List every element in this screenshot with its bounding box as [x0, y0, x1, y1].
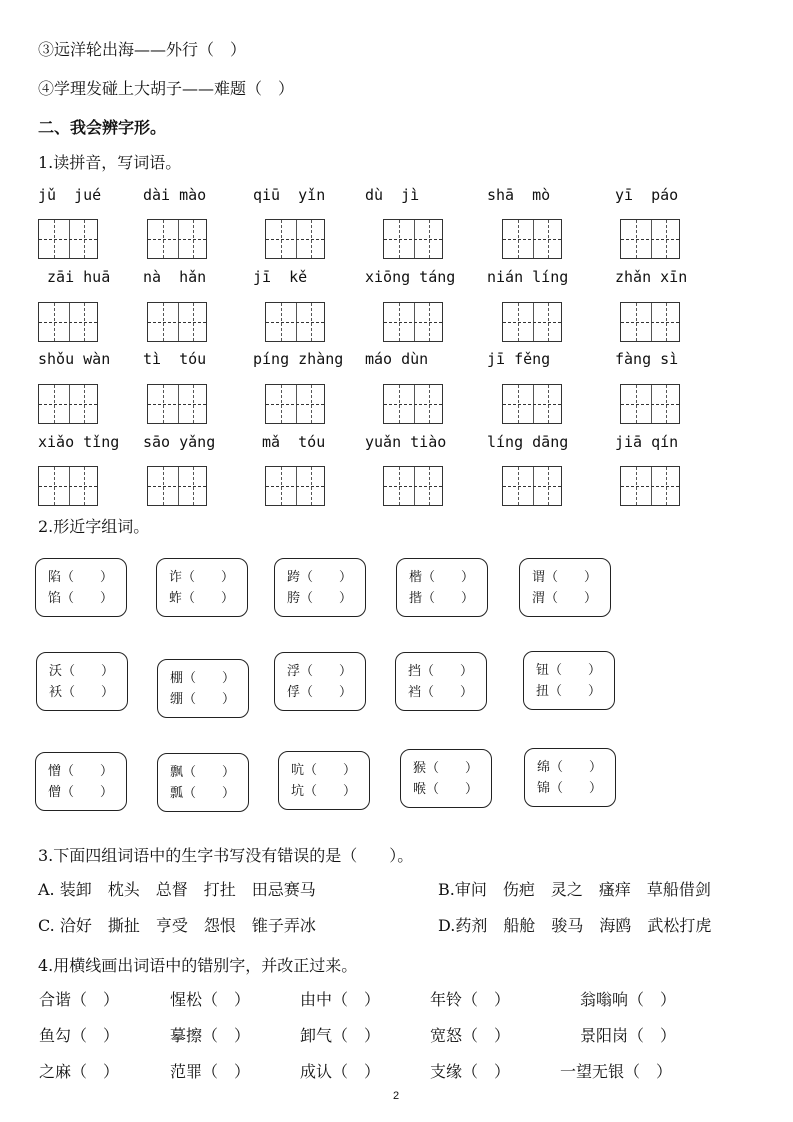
section-heading: 二、我会辨字形。	[38, 118, 167, 137]
writing-grid[interactable]	[502, 466, 562, 506]
word-group-entry[interactable]: 喉（ ）	[413, 782, 479, 797]
pinyin-label: jī kě	[253, 268, 308, 286]
pinyin-label: jǔ jué	[38, 186, 102, 204]
word-group-card	[278, 751, 370, 810]
word-group-entry[interactable]: 吭（ ）	[291, 763, 357, 778]
writing-grid[interactable]	[502, 384, 562, 424]
word-group-entry[interactable]: 绷（ ）	[170, 692, 236, 707]
word-group-entry[interactable]: 跨（ ）	[287, 570, 353, 585]
page-number: 2	[393, 1090, 400, 1102]
grid-line	[266, 486, 324, 487]
word-group-entry[interactable]: 楷（ ）	[409, 570, 475, 585]
writing-grid[interactable]	[38, 466, 98, 506]
writing-grid[interactable]	[502, 302, 562, 342]
grid-line	[621, 404, 679, 405]
pinyin-label: sāo yǎng	[143, 433, 216, 451]
writing-grid[interactable]	[265, 466, 325, 506]
pinyin-label: qiū yǐn	[253, 186, 326, 204]
word-group-entry[interactable]: 僧（ ）	[48, 785, 114, 800]
writing-grid[interactable]	[502, 219, 562, 259]
grid-line	[384, 486, 442, 487]
word-group-card	[395, 652, 487, 711]
word-group-card	[400, 749, 492, 808]
grid-line	[384, 322, 442, 323]
correction-item[interactable]: 由中（ ）	[300, 990, 381, 1009]
grid-line	[621, 239, 679, 240]
grid-line	[39, 486, 97, 487]
writing-grid[interactable]	[265, 384, 325, 424]
word-group-entry[interactable]: 诈（ ）	[169, 570, 235, 585]
word-group-entry[interactable]: 俘（ ）	[287, 685, 353, 700]
pinyin-label: nián líng	[487, 268, 569, 286]
grid-line	[621, 486, 679, 487]
pinyin-label: yī páo	[615, 186, 679, 204]
writing-grid[interactable]	[147, 219, 207, 259]
word-group-card	[36, 652, 128, 711]
correction-item[interactable]: 年铃（ ）	[430, 990, 511, 1009]
word-group-card	[523, 651, 615, 710]
grid-line	[503, 486, 561, 487]
word-group-entry[interactable]: 陷（ ）	[48, 570, 114, 585]
writing-grid[interactable]	[620, 219, 680, 259]
writing-grid[interactable]	[620, 302, 680, 342]
writing-grid[interactable]	[147, 384, 207, 424]
grid-line	[39, 322, 97, 323]
correction-item[interactable]: 支缘（ ）	[430, 1062, 511, 1081]
grid-line	[621, 322, 679, 323]
word-group-card	[396, 558, 488, 617]
writing-grid[interactable]	[620, 384, 680, 424]
writing-grid[interactable]	[38, 302, 98, 342]
q4-title: 4.用横线画出词语中的错别字，并改正过来。	[38, 956, 358, 975]
correction-item[interactable]: 景阳岗（ ）	[580, 1026, 677, 1045]
choice-option[interactable]: B.审问 伤疤 灵之 瘙痒 草船借剑	[438, 880, 711, 899]
pinyin-label: máo dùn	[365, 350, 429, 368]
word-group-card	[35, 752, 127, 811]
word-group-card	[35, 558, 127, 617]
pinyin-label: xiǎo tǐng	[38, 433, 120, 451]
grid-line	[148, 486, 206, 487]
word-group-entry[interactable]: 坑（ ）	[291, 784, 357, 799]
writing-grid[interactable]	[620, 466, 680, 506]
writing-grid[interactable]	[38, 384, 98, 424]
word-group-entry[interactable]: 馅（ ）	[48, 591, 114, 606]
pinyin-label: zāi huā	[38, 268, 111, 286]
grid-line	[39, 239, 97, 240]
pinyin-label: jiā qín	[615, 433, 679, 451]
word-group-card	[274, 652, 366, 711]
correction-item[interactable]: 一望无银（ ）	[560, 1062, 673, 1081]
writing-grid[interactable]	[383, 302, 443, 342]
pinyin-label: yuǎn tiào	[365, 433, 447, 451]
choice-option[interactable]: D.药剂 船舱 骏马 海鸥 武松打虎	[438, 916, 712, 935]
choice-option[interactable]: A. 装卸 枕头 总督 打扗 田忌赛马	[38, 880, 316, 899]
q1-title: 1.读拼音，写词语。	[38, 153, 182, 172]
correction-item[interactable]: 惺松（ ）	[170, 990, 251, 1009]
grid-line	[39, 404, 97, 405]
grid-line	[384, 239, 442, 240]
word-group-entry[interactable]: 猴（ ）	[413, 761, 479, 776]
correction-item[interactable]: 摹擦（ ）	[170, 1026, 251, 1045]
writing-grid[interactable]	[147, 302, 207, 342]
grid-line	[266, 322, 324, 323]
pinyin-label: xiōng táng	[365, 268, 456, 286]
word-group-entry[interactable]: 锦（ ）	[537, 781, 603, 796]
word-group-card	[519, 558, 611, 617]
q3-title: 3.下面四组词语中的生字书写没有错误的是（ ）。	[38, 846, 414, 865]
grid-line	[148, 322, 206, 323]
word-group-entry[interactable]: 飘（ ）	[170, 765, 236, 780]
pinyin-label: shǒu wàn	[38, 350, 111, 368]
choice-option[interactable]: C. 洽好 撕扯 亨受 怨恨 锥子弄冰	[38, 916, 316, 935]
grid-line	[503, 404, 561, 405]
word-group-entry[interactable]: 袄（ ）	[49, 685, 115, 700]
grid-line	[384, 404, 442, 405]
writing-grid[interactable]	[38, 219, 98, 259]
word-group-entry[interactable]: 绵（ ）	[537, 760, 603, 775]
grid-line	[266, 239, 324, 240]
pinyin-label: dài mào	[143, 186, 207, 204]
word-group-entry[interactable]: 蚱（ ）	[169, 591, 235, 606]
pinyin-label: dù jì	[365, 186, 420, 204]
pinyin-label: líng dāng	[487, 433, 569, 451]
correction-item[interactable]: 翁嗡响（ ）	[580, 990, 677, 1009]
word-group-entry[interactable]: 棚（ ）	[170, 671, 236, 686]
word-group-card	[274, 558, 366, 617]
grid-line	[503, 239, 561, 240]
correction-item[interactable]: 鱼勾（ ）	[39, 1026, 120, 1045]
word-group-entry[interactable]: 胯（ ）	[287, 591, 353, 606]
pinyin-label: mǎ tóu	[253, 433, 326, 451]
grid-line	[503, 322, 561, 323]
word-group-card	[156, 558, 248, 617]
correction-item[interactable]: 成认（ ）	[300, 1062, 381, 1081]
grid-line	[148, 239, 206, 240]
writing-grid[interactable]	[383, 219, 443, 259]
intro-line-4: ④学理发碰上大胡子——难题（ ）	[38, 79, 295, 98]
grid-line	[266, 404, 324, 405]
word-group-entry[interactable]: 揩（ ）	[409, 591, 475, 606]
correction-item[interactable]: 卸气（ ）	[300, 1026, 381, 1045]
correction-item[interactable]: 之麻（ ）	[39, 1062, 120, 1081]
word-group-card	[157, 659, 249, 718]
pinyin-label: zhǎn xīn	[615, 268, 688, 286]
word-group-entry[interactable]: 扭（ ）	[536, 684, 602, 699]
word-group-entry[interactable]: 钮（ ）	[536, 663, 602, 678]
word-group-card	[157, 753, 249, 812]
writing-grid[interactable]	[147, 466, 207, 506]
intro-line-3: ③远洋轮出海——外行（ ）	[38, 40, 247, 59]
correction-item[interactable]: 合谐（ ）	[39, 990, 120, 1009]
correction-item[interactable]: 范罪（ ）	[170, 1062, 251, 1081]
writing-grid[interactable]	[265, 302, 325, 342]
writing-grid[interactable]	[383, 466, 443, 506]
word-group-entry[interactable]: 谓（ ）	[532, 570, 598, 585]
pinyin-label: nà hǎn	[143, 268, 207, 286]
word-group-entry[interactable]: 裆（ ）	[408, 685, 474, 700]
word-group-entry[interactable]: 沃（ ）	[49, 664, 115, 679]
q2-title: 2.形近字组词。	[38, 517, 150, 536]
correction-item[interactable]: 宽怒（ ）	[430, 1026, 511, 1045]
word-group-card	[524, 748, 616, 807]
word-group-entry[interactable]: 挡（ ）	[408, 664, 474, 679]
word-group-entry[interactable]: 浮（ ）	[287, 664, 353, 679]
writing-grid[interactable]	[265, 219, 325, 259]
word-group-entry[interactable]: 渭（ ）	[532, 591, 598, 606]
writing-grid[interactable]	[383, 384, 443, 424]
pinyin-label: fàng sì	[615, 350, 679, 368]
grid-line	[148, 404, 206, 405]
word-group-entry[interactable]: 瓢（ ）	[170, 786, 236, 801]
pinyin-label: píng zhàng	[253, 350, 344, 368]
word-group-entry[interactable]: 憎（ ）	[48, 764, 114, 779]
pinyin-label: tì tóu	[143, 350, 207, 368]
pinyin-label: shā mò	[487, 186, 551, 204]
pinyin-label: jī fěng	[487, 350, 551, 368]
